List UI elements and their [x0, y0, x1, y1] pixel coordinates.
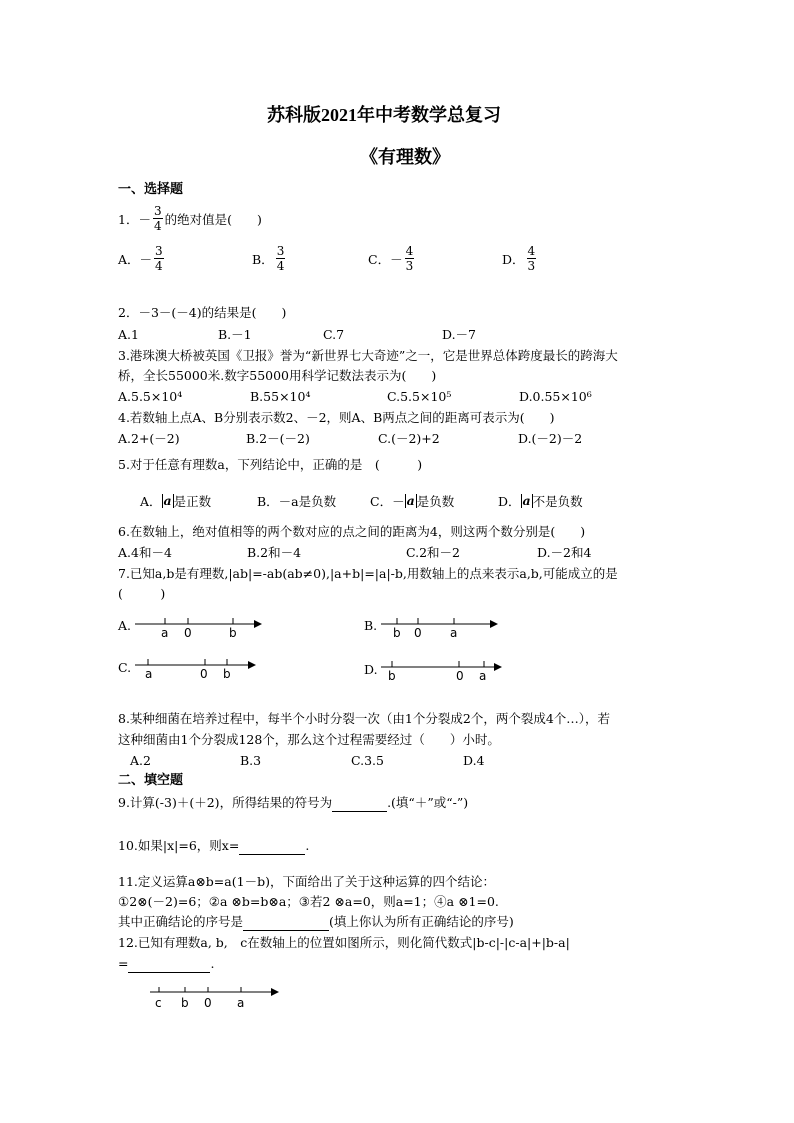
section-choice: 一、选择题: [118, 182, 184, 197]
answer-blank[interactable]: [332, 795, 387, 812]
q11-line3: 其中正确结论的序号是 (填上你认为所有正确结论的序号): [118, 914, 514, 929]
point-label: c: [155, 996, 162, 1010]
q6-option-a: A.4和－4: [118, 545, 172, 560]
axis-arrow: [248, 661, 256, 669]
point-label: a: [479, 669, 487, 683]
q1-stem: [118, 205, 262, 232]
q6-option-d: D.－2和4: [537, 545, 592, 560]
q8-option-a: A.2: [130, 753, 151, 768]
q1-option-a: A．－ $\frac{3}{4}$: [118, 244, 163, 273]
q9: 9.计算(-3)＋(＋2)，所得结果的符号为 .(填“＋”或“-”): [118, 795, 469, 810]
q1-option-d: D． $\frac{4}{3}$: [502, 244, 536, 273]
q1-option-b: B． $\frac{3}{4}$: [252, 244, 285, 273]
q4-stem: 4.若数轴上点A、B分别表示数2、－2，则A、B两点之间的距离可表示为( ): [118, 410, 555, 425]
q11-line1: 11.定义运算a⊗b=a(1－b)，下面给出了关于这种运算的四个结论：: [118, 874, 495, 889]
point-label: 0: [456, 669, 464, 683]
q5-option-a: A． a 是正数: [140, 493, 212, 509]
q7-option-b-label: B.: [364, 618, 378, 633]
q4-option-d: D.(－2)－2: [518, 431, 583, 446]
q1-pre: 1．－: [118, 211, 151, 227]
axis-arrow: [254, 620, 262, 628]
point-label: b: [393, 626, 401, 640]
q4-option-b: B.2－(－2): [246, 431, 310, 446]
q3-option-c: C.5.5×10⁵: [387, 389, 452, 404]
answer-blank[interactable]: [239, 838, 305, 855]
abs-value-a: a: [163, 493, 172, 509]
q3-line1: 3.港珠澳大桥被英国《卫报》誉为“新世界七大奇迹”之一，它是世界总体跨度最长的跨海大: [118, 348, 618, 363]
q7-line2: ( ): [118, 586, 166, 601]
q7-line1: 7.已知a,b是有理数,|ab|=-ab(ab≠0),|a+b|=|a|-b,用数轴上的点来表示a,b,可能成立的是: [118, 566, 618, 581]
q5-option-d: D． a 不是负数: [498, 493, 583, 509]
point-label: a: [237, 996, 245, 1010]
q6-option-b: B.2和－4: [247, 545, 302, 560]
q5-stem: 5.对于任意有理数a，下列结论中，正确的是 ( ): [118, 457, 423, 472]
point-label: a: [450, 626, 458, 640]
q8-option-d: D.4: [463, 753, 485, 768]
q5-option-b: B．－a是负数: [257, 494, 337, 509]
axis-arrow: [494, 663, 502, 671]
answer-blank[interactable]: [128, 956, 210, 973]
q7-option-b-number-line: [376, 612, 501, 642]
q1-option-c: C．－ $\frac{4}{3}$: [368, 244, 414, 273]
q2-option-d: D.－7: [442, 327, 477, 342]
q2-option-a: A.1: [118, 327, 139, 342]
point-label: a: [161, 626, 169, 640]
q6-stem: 6.在数轴上，绝对值相等的两个数对应的点之间的距离为4，则这两个数分别是( ): [118, 524, 586, 539]
point-label: b: [181, 996, 189, 1010]
q3-line2: 桥，全长55000米.数字55000用科学记数法表示为( ): [118, 368, 437, 383]
q1-post: 的绝对值是( ): [164, 211, 262, 227]
q3-option-a: A.5.5×10⁴: [118, 389, 183, 404]
q12-line1: 12.已知有理数a, b, c在数轴上的位置如图所示，则化简代数式|b-c|-|c-a|+|b-a|: [118, 935, 570, 950]
q7-option-d-label: D.: [364, 662, 378, 677]
point-label: 0: [204, 996, 212, 1010]
point-label: b: [223, 667, 231, 681]
point-label: 0: [184, 626, 192, 640]
q3-option-d: D.0.55×10⁶: [519, 389, 592, 404]
q1-fraction: $\frac{3}{4}$: [153, 204, 162, 233]
q8-option-b: B.3: [240, 753, 262, 768]
section-fill-blank: 二、填空题: [118, 773, 184, 788]
point-label: b: [388, 669, 396, 683]
answer-blank[interactable]: [243, 914, 329, 931]
q8-line1: 8.某种细菌在培养过程中，每半个小时分裂一次（由1个分裂成2个，两个裂成4个…），若: [118, 711, 611, 726]
q8-option-c: C.3.5: [351, 753, 384, 768]
doc-subtitle: 《有理数》: [360, 147, 450, 167]
doc-title: 苏科版2021年中考数学总复习: [267, 105, 501, 125]
point-label: b: [229, 626, 237, 640]
q3-option-b: B.55×10⁴: [250, 389, 311, 404]
q2-option-b: B.－1: [218, 327, 252, 342]
point-label: 0: [414, 626, 422, 640]
q7-option-c-label: C.: [118, 660, 132, 675]
q10: 10.如果|x|=6，则x= .: [118, 838, 310, 853]
q4-option-c: C.(－2)+2: [378, 431, 440, 446]
q7-option-d-number-line: [376, 655, 506, 685]
point-label: a: [145, 667, 153, 681]
q2-option-c: C.7: [323, 327, 345, 342]
q7-option-a-number-line: [130, 612, 265, 642]
q7-option-a-label: A.: [118, 618, 132, 633]
q4-option-a: A.2+(－2): [118, 431, 180, 446]
q12-line2: = .: [118, 956, 215, 971]
axis-arrow: [490, 620, 498, 628]
abs-value-a: a: [406, 493, 415, 509]
abs-value-a: a: [522, 493, 531, 509]
q7-option-c-number-line: [130, 653, 260, 683]
q2-stem: 2．－3－(－4)的结果是( ): [118, 305, 287, 320]
q5-option-c: C．－ a 是负数: [370, 493, 455, 509]
axis-arrow: [271, 988, 279, 996]
q8-line2: 这种细菌由1个分裂成128个，那么这个过程需要经过（ ）小时。: [118, 732, 500, 747]
q12-number-line: [145, 983, 285, 1013]
q6-option-c: C.2和－2: [406, 545, 460, 560]
q11-line2: ①2⊗(－2)=6；②a ⊗b=b⊗a；③若2 ⊗a=0，则a=1；④a ⊗1=0.: [118, 894, 499, 909]
point-label: 0: [200, 667, 208, 681]
